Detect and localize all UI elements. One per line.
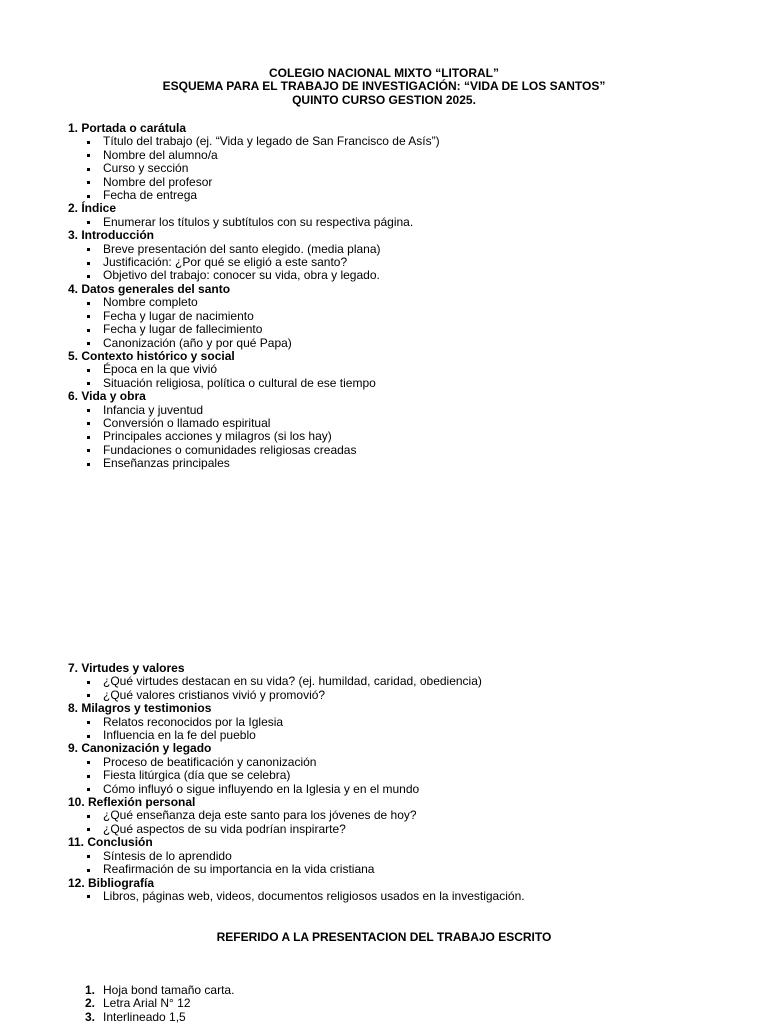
section-title: 8. Milagros y testimonios: [68, 701, 212, 716]
item-text: Interlineado 1,5: [103, 1009, 186, 1024]
bullet-item: Libros, páginas web, videos, documentos religiosos usados en la investigación.: [68, 890, 748, 903]
item-text: Letra Arial N° 12: [103, 996, 191, 1011]
bullet-item: Fecha y lugar de fallecimiento: [68, 323, 748, 336]
school-name: COLEGIO NACIONAL MIXTO “LITORAL”: [268, 66, 499, 80]
section-title: 7. Virtudes y valores: [68, 661, 185, 675]
bullet-list: [68, 404, 748, 471]
bullet-item: Justificación: ¿Por qué se eligió a este santo?: [68, 256, 748, 269]
outline-section: [68, 836, 748, 876]
outline-section: [68, 283, 748, 350]
outline-section: [68, 662, 748, 702]
bullet-item: Nombre del profesor: [68, 176, 748, 189]
bullet-item: Infancia y juventud: [68, 404, 748, 417]
outline-section: [68, 390, 748, 470]
section-title: 6. Vida y obra: [68, 389, 146, 404]
bullet-item: Canonización (año y por qué Papa): [68, 337, 748, 350]
bullet-list: [68, 756, 748, 796]
bullet-item: Síntesis de lo aprendido: [68, 850, 748, 863]
bullet-item: ¿Qué virtudes destacan en su vida? (ej. humildad, caridad, obediencia): [68, 675, 748, 688]
bullet-item: Principales acciones y milagros (si los hay): [68, 430, 748, 443]
bullet-item: Objetivo del trabajo: conocer su vida, obra y legado.: [68, 269, 748, 282]
bullet-list: [68, 135, 748, 202]
bullet-item: Curso y sección: [68, 162, 748, 175]
bullet-item: Época en la que vivió: [68, 363, 748, 376]
section-title: 10. Reflexión personal: [68, 795, 196, 810]
item-text: Hoja bond tamaño carta.: [103, 983, 235, 997]
bullet-item: Conversión o llamado espiritual: [68, 417, 748, 430]
bullet-item: Relatos reconocidos por la Iglesia: [68, 716, 748, 729]
section-title: 9. Canonización y legado: [68, 741, 212, 756]
bullet-item: ¿Qué aspectos de su vida podrían inspirarte?: [68, 823, 748, 836]
bullet-item: Nombre completo: [68, 296, 748, 309]
presentation-list: [68, 984, 748, 1024]
bullet-list: [68, 363, 748, 390]
section-title: 11. Conclusión: [68, 835, 153, 850]
bullet-item: ¿Qué valores cristianos vivió y promovió?: [68, 689, 748, 702]
bullet-item: Título del trabajo (ej. “Vida y legado de San Francisco de Asís”): [68, 135, 748, 148]
item-number: 3.: [85, 1009, 96, 1024]
outline-section: [68, 877, 748, 904]
section-title: 1. Portada o carátula: [68, 121, 187, 135]
bullet-item: Cómo influyó o sigue influyendo en la Iglesia y en el mundo: [68, 783, 748, 796]
bullet-item: Nombre del alumno/a: [68, 149, 748, 162]
section-title: 4. Datos generales del santo: [68, 281, 231, 296]
outline-section: [68, 229, 748, 283]
bullet-item: Proceso de beatificación y canonización: [68, 756, 748, 769]
bullet-item: ¿Qué enseñanza deja este santo para los jóvenes de hoy?: [68, 809, 748, 822]
course-line: QUINTO CURSO GESTION 2025.: [292, 92, 476, 107]
numbered-item: [68, 984, 748, 997]
outline-section: [68, 350, 748, 390]
bullet-item: Fiesta litúrgica (día que se celebra): [68, 769, 748, 782]
bullet-item: Influencia en la fe del pueblo: [68, 729, 748, 742]
outline-section: [68, 796, 748, 836]
item-number: 2.: [85, 996, 96, 1011]
section-title: 3. Introducción: [68, 228, 155, 243]
bullet-list: [68, 809, 748, 836]
bullet-item: Situación religiosa, política o cultural de ese tiempo: [68, 377, 748, 390]
section-title: 2. Índice: [68, 201, 117, 216]
bullet-list: [68, 243, 748, 283]
bullet-item: Reafirmación de su importancia en la vida cristiana: [68, 863, 748, 876]
outline-section: [68, 202, 748, 229]
bullet-list: [68, 890, 748, 903]
bullet-item: Fecha de entrega: [68, 189, 748, 202]
bullet-list: [68, 216, 748, 229]
bullet-list: [68, 296, 748, 350]
outline-part-2: [68, 662, 748, 903]
outline-part-1: [68, 122, 748, 471]
bullet-list: [68, 716, 748, 743]
document-header: [0, 67, 768, 107]
outline-section: [68, 742, 748, 796]
bullet-item: Fundaciones o comunidades religiosas creadas: [68, 444, 748, 457]
bullet-item: Breve presentación del santo elegido. (media plana): [68, 243, 748, 256]
bullet-item: Enumerar los títulos y subtítulos con su respectiva página.: [68, 216, 748, 229]
numbered-item: [68, 1011, 748, 1024]
document-title: ESQUEMA PARA EL TRABAJO DE INVESTIGACIÓN: “VIDA DE LOS SANTOS”: [162, 79, 606, 94]
outline-section: [68, 122, 748, 202]
numbered-item: [68, 997, 748, 1010]
outline-section: [68, 702, 748, 742]
item-number: 1.: [85, 983, 96, 997]
bullet-item: Fecha y lugar de nacimiento: [68, 310, 748, 323]
bullet-list: [68, 675, 748, 702]
bullet-list: [68, 850, 748, 877]
section-title: 5. Contexto histórico y social: [68, 348, 235, 363]
bullet-item: Enseñanzas principales: [68, 457, 748, 470]
presentation-title: REFERIDO A LA PRESENTACION DEL TRABAJO ESCRITO: [216, 930, 552, 944]
section-title: 12. Bibliografía: [68, 875, 155, 890]
